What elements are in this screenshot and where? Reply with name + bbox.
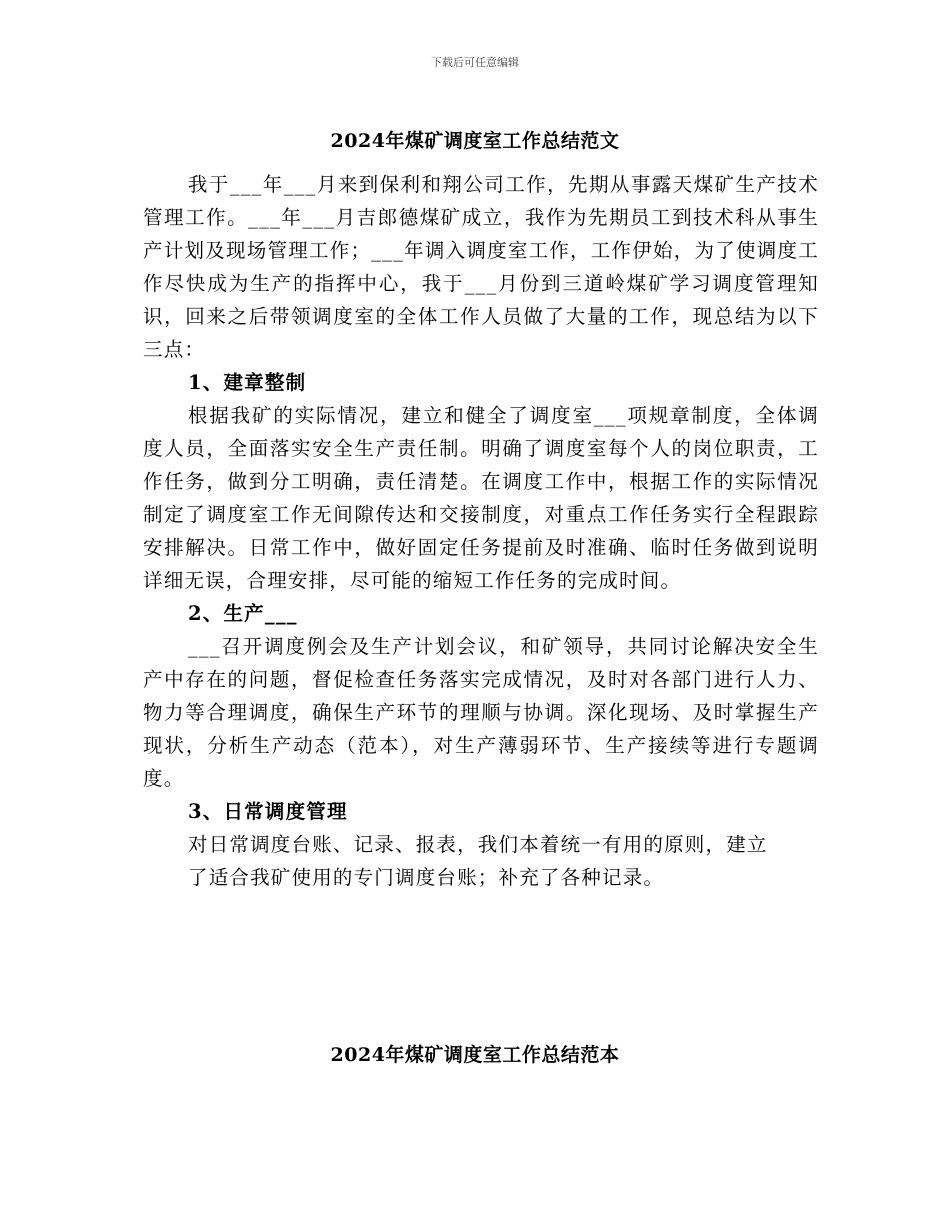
section-paragraph-3-line-1: 对日常调度台账、记录、报表，我们本着统一有用的原则，建立 <box>188 833 768 856</box>
document-body <box>143 168 819 894</box>
second-document-title: 2024年煤矿调度室工作总结范本 <box>330 1044 620 1066</box>
intro-paragraph: 我于___年___月来到保利和翔公司工作，先期从事露天煤矿生产技术管理工作。___年___月吉郎德煤矿成立，我作为先期员工到技术科从事生产计划及现场管理工作；___年调入调度室工作，工作伊始，为了使调度工作尽快成为生产的指挥中心，我于___月份到三道岭煤矿学习调度管理知识，回来之后带领调度室的全体工作人员做了大量的工作，现总结为以下三点： <box>143 173 819 361</box>
section-heading-1: 1、建章整制 <box>188 371 307 394</box>
header-note: 下载后可任意编辑 <box>431 56 519 69</box>
section-paragraph-3-line-2: 了适合我矿使用的专门调度台账；补充了各种记录。 <box>188 866 665 889</box>
section-heading-2: 2、生产___ <box>188 602 298 625</box>
section-heading-3: 3、日常调度管理 <box>188 800 348 823</box>
section-paragraph-1: 根据我矿的实际情况，建立和健全了调度室___项规章制度，全体调度人员，全面落实安全生产责任制。明确了调度室每个人的岗位职责，工作任务，做到分工明确，责任清楚。在调度工作中，根据工作的实际情况制定了调度室工作无间隙传达和交接制度，对重点工作任务实行全程跟踪安排解决。日常工作中，做好固定任务提前及时准确、临时任务做到说明详细无误，合理安排，尽可能的缩短工作任务的完成时间。 <box>143 404 819 592</box>
document-title: 2024年煤矿调度室工作总结范文 <box>330 130 620 152</box>
section-paragraph-2: ___召开调度例会及生产计划会议，和矿领导，共同讨论解决安全生产中存在的问题，督促检查任务落实完成情况，及时对各部门进行人力、物力等合理调度，确保生产环节的理顺与协调。深化现场、及时掌握生产现状，分析生产动态（范本），对生产薄弱环节、生产接续等进行专题调度。 <box>143 635 819 790</box>
